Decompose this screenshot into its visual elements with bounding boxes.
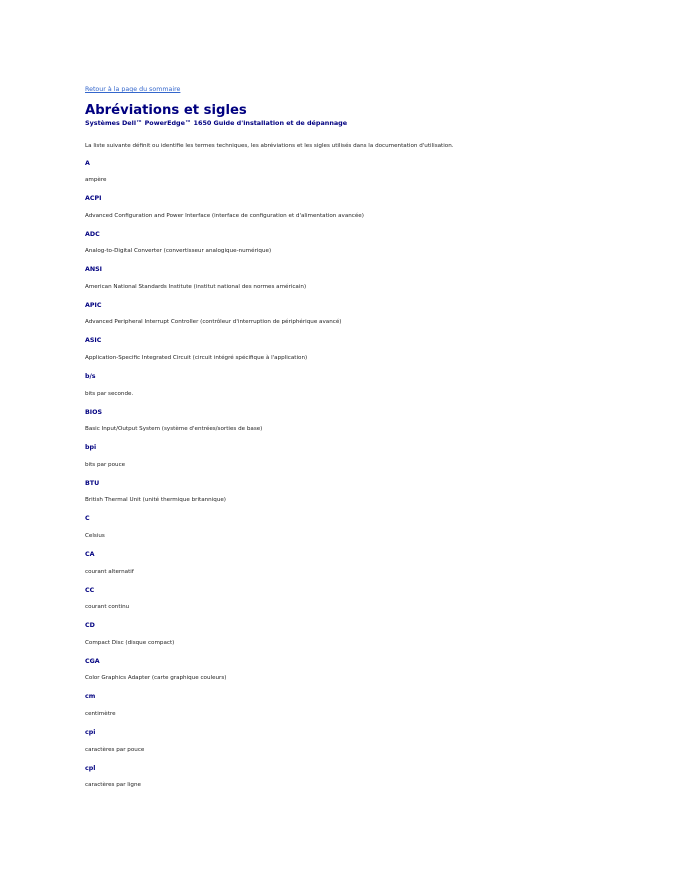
page-subtitle: Systèmes Dell™ PowerEdge™ 1650 Guide d'installation et de dépannage <box>85 119 348 127</box>
glossary-definition: caractères par ligne <box>85 782 141 789</box>
glossary-term: cm <box>85 693 96 701</box>
glossary-entry <box>85 577 645 613</box>
glossary-entry <box>85 399 645 435</box>
glossary-entry <box>85 221 645 257</box>
glossary-definition: Application-Specific Integrated Circuit (circuit intégré spécifique à l'application) <box>85 354 308 361</box>
glossary-term: ASIC <box>85 337 102 345</box>
glossary-entry <box>85 720 645 756</box>
glossary-entry <box>85 292 645 328</box>
glossary-term: ADC <box>85 230 100 238</box>
glossary-entry <box>85 150 645 186</box>
glossary-term: CC <box>85 586 95 594</box>
glossary-entry <box>85 506 645 542</box>
glossary-term: ACPI <box>85 195 102 203</box>
glossary-definition: Basic Input/Output System (système d'entrées/sorties de base) <box>85 426 263 433</box>
glossary-entry <box>85 755 645 791</box>
glossary-entry <box>85 684 645 720</box>
glossary-entry <box>85 257 645 293</box>
glossary-definition: ampère <box>85 177 107 183</box>
glossary-definition: American National Standards Institute (institut national des normes américain) <box>85 283 307 290</box>
glossary-term: C <box>85 515 90 523</box>
glossary-definition: British Thermal Unit (unité thermique britannique) <box>85 497 226 504</box>
glossary-definition: Advanced Peripheral Interrupt Controller (contrôleur d'interruption de périphérique avancé) <box>85 319 342 326</box>
glossary-entry <box>85 328 645 364</box>
glossary-definition: bits par seconde. <box>85 390 134 397</box>
glossary-definition: courant alternatif <box>85 568 134 575</box>
glossary-entry <box>85 648 645 684</box>
glossary-term: bpi <box>85 444 97 452</box>
glossary-entry <box>85 435 645 471</box>
glossary-term: BIOS <box>85 408 103 416</box>
glossary-entry <box>85 542 645 578</box>
document-page <box>85 86 645 791</box>
glossary-definition: caractères par pouce <box>85 746 145 753</box>
glossary-definition: centimètre <box>85 710 116 717</box>
glossary-term: cpi <box>85 729 96 736</box>
glossary-definition: Advanced Configuration and Power Interface (interface de configuration et d'alimentation avancée) <box>85 212 364 219</box>
glossary-term: CGA <box>85 657 100 665</box>
page-title: Abréviations et sigles <box>85 103 247 118</box>
glossary-term: cpl <box>85 764 96 772</box>
glossary-entry <box>85 364 645 400</box>
glossary-term: ANSI <box>85 266 103 274</box>
glossary-definition: Analog-to-Digital Converter (convertisseur analogique-numérique) <box>85 248 272 255</box>
glossary-entry <box>85 470 645 506</box>
glossary-term: CD <box>85 622 95 630</box>
glossary-definition: Compact Disc (disque compact) <box>85 639 175 646</box>
glossary-entry <box>85 186 645 222</box>
glossary-term: A <box>85 159 90 167</box>
glossary-definition: Celsius <box>85 532 105 539</box>
glossary-definition: courant continu <box>85 604 130 611</box>
glossary-term: APIC <box>85 301 102 309</box>
glossary-list <box>85 150 645 791</box>
intro-text: La liste suivante définit ou identifie les termes techniques, les abréviations et les sigles utilisés dans la documentation d'utilisation. <box>85 143 454 149</box>
back-to-contents-link[interactable]: Retour à la page du sommaire <box>85 86 181 93</box>
glossary-definition: Color Graphics Adapter (carte graphique couleurs) <box>85 675 227 682</box>
glossary-term: b/s <box>85 373 96 381</box>
glossary-definition: bits par pouce <box>85 461 126 468</box>
glossary-term: BTU <box>85 479 100 487</box>
glossary-term: CA <box>85 551 95 559</box>
glossary-entry <box>85 613 645 649</box>
